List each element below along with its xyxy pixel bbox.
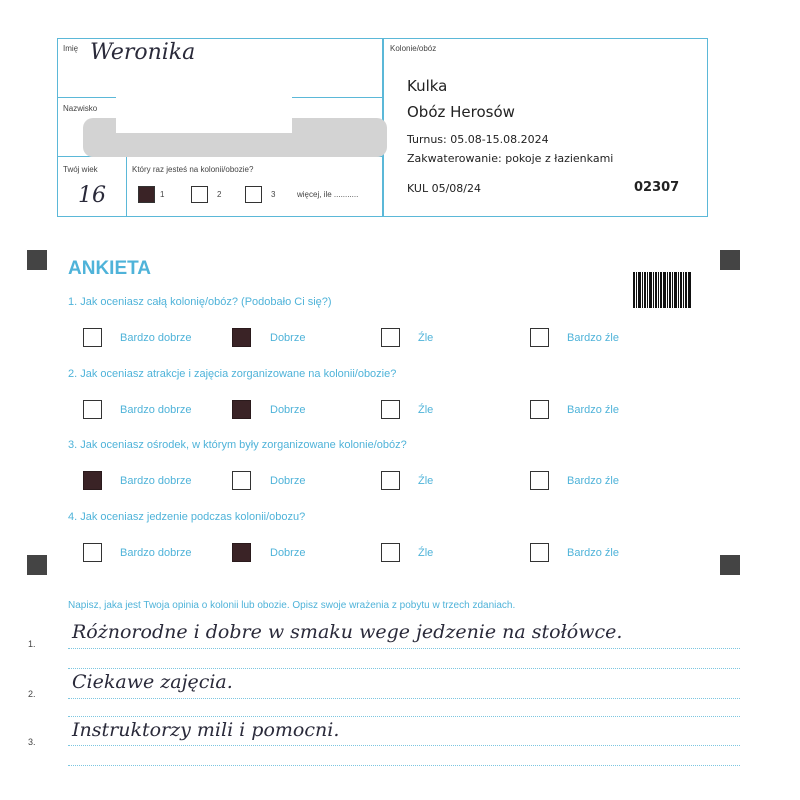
registration-mark-bottom-right <box>720 555 740 575</box>
zakwaterowanie: Zakwaterowanie: pokoje z łazienkami <box>407 152 614 165</box>
registration-mark-top-left <box>27 250 47 270</box>
question-2-checkbox-2[interactable] <box>232 400 251 419</box>
registration-mark-top-right <box>720 250 740 270</box>
question-3-checkbox-4[interactable] <box>530 471 549 490</box>
registration-mark-bottom-left <box>27 555 47 575</box>
question-3-checkbox-1[interactable] <box>83 471 102 490</box>
times-option-3: 3 <box>271 190 276 199</box>
question-4-option-2: Dobrze <box>270 547 306 559</box>
opinion-dotted-line <box>68 698 740 699</box>
opinion-prompt: Napisz, jaka jest Twoja opinia o kolonii lub obozie. Opisz swoje wrażenia z pobytu w trzech zdaniach. <box>68 600 516 611</box>
question-1-text: 1. Jak oceniasz całą kolonię/obóz? (Podobało Ci się?) <box>68 296 332 308</box>
times-checkbox-2[interactable] <box>191 186 208 203</box>
question-3-option-4: Bardzo źle <box>567 475 619 487</box>
opinion-number-1: 1. <box>28 639 36 649</box>
camp-program: Obóz Herosów <box>407 103 515 121</box>
question-2-option-3: Źle <box>418 404 434 416</box>
kolonie-label: Kolonie/obóz <box>390 44 437 53</box>
survey-title: ANKIETA <box>68 258 152 279</box>
barcode <box>633 272 691 308</box>
opinion-line-1[interactable]: Różnorodne i dobre w smaku wege jedzenie na stołówce. <box>72 621 623 643</box>
question-2-checkbox-4[interactable] <box>530 400 549 419</box>
question-1-checkbox-3[interactable] <box>381 328 400 347</box>
imie-value: Weronika <box>90 40 196 65</box>
question-2-text: 2. Jak oceniasz atrakcje i zajęcia zorganizowane na kolonii/obozie? <box>68 368 397 380</box>
turnus: Turnus: 05.08-15.08.2024 <box>407 133 549 146</box>
times-option-1: 1 <box>160 190 165 199</box>
question-4-text: 4. Jak oceniasz jedzenie podczas kolonii/obozu? <box>68 511 306 523</box>
wiek-label: Twój wiek <box>63 165 98 174</box>
times-checkbox-3[interactable] <box>245 186 262 203</box>
nazwisko-label: Nazwisko <box>63 104 98 113</box>
question-2-checkbox-1[interactable] <box>83 400 102 419</box>
wiek-value: 16 <box>78 183 106 208</box>
question-4-option-1: Bardzo dobrze <box>120 547 192 559</box>
question-1-option-2: Dobrze <box>270 332 306 344</box>
opinion-number-2: 2. <box>28 689 36 699</box>
imie-label: Imię <box>63 44 79 53</box>
question-3-text: 3. Jak oceniasz ośrodek, w którym były zorganizowane kolonie/obóz? <box>68 439 407 451</box>
question-4-checkbox-4[interactable] <box>530 543 549 562</box>
opinion-line-3[interactable]: Instruktorzy mili i pomocni. <box>72 719 340 741</box>
question-2-checkbox-3[interactable] <box>381 400 400 419</box>
question-1-option-1: Bardzo dobrze <box>120 332 192 344</box>
question-4-option-3: Źle <box>418 547 434 559</box>
question-1-option-3: Źle <box>418 332 434 344</box>
opinion-dotted-line <box>68 716 740 717</box>
camp-code: KUL 05/08/24 <box>407 182 481 195</box>
opinion-dotted-line <box>68 648 740 649</box>
times-option-2: 2 <box>217 190 222 199</box>
times-option-more: więcej, ile ........... <box>297 190 359 199</box>
question-4-checkbox-1[interactable] <box>83 543 102 562</box>
opinion-dotted-line <box>68 765 740 766</box>
question-1-checkbox-1[interactable] <box>83 328 102 347</box>
form-number: 02307 <box>634 180 680 195</box>
question-1-option-4: Bardzo źle <box>567 332 619 344</box>
question-3-checkbox-3[interactable] <box>381 471 400 490</box>
question-3-option-2: Dobrze <box>270 475 306 487</box>
ktory-raz-label: Który raz jesteś na kolonii/obozie? <box>132 165 254 174</box>
question-1-checkbox-4[interactable] <box>530 328 549 347</box>
camp-name: Kulka <box>407 77 448 95</box>
opinion-dotted-line <box>68 668 740 669</box>
question-3-option-1: Bardzo dobrze <box>120 475 192 487</box>
question-4-checkbox-3[interactable] <box>381 543 400 562</box>
opinion-dotted-line <box>68 745 740 746</box>
question-2-option-2: Dobrze <box>270 404 306 416</box>
opinion-number-3: 3. <box>28 737 36 747</box>
question-2-option-1: Bardzo dobrze <box>120 404 192 416</box>
question-2-option-4: Bardzo źle <box>567 404 619 416</box>
question-4-checkbox-2[interactable] <box>232 543 251 562</box>
redaction-white <box>116 97 292 133</box>
question-1-checkbox-2[interactable] <box>232 328 251 347</box>
times-checkbox-1[interactable] <box>138 186 155 203</box>
question-3-checkbox-2[interactable] <box>232 471 251 490</box>
question-4-option-4: Bardzo źle <box>567 547 619 559</box>
question-3-option-3: Źle <box>418 475 434 487</box>
opinion-line-2[interactable]: Ciekawe zajęcia. <box>72 671 233 693</box>
